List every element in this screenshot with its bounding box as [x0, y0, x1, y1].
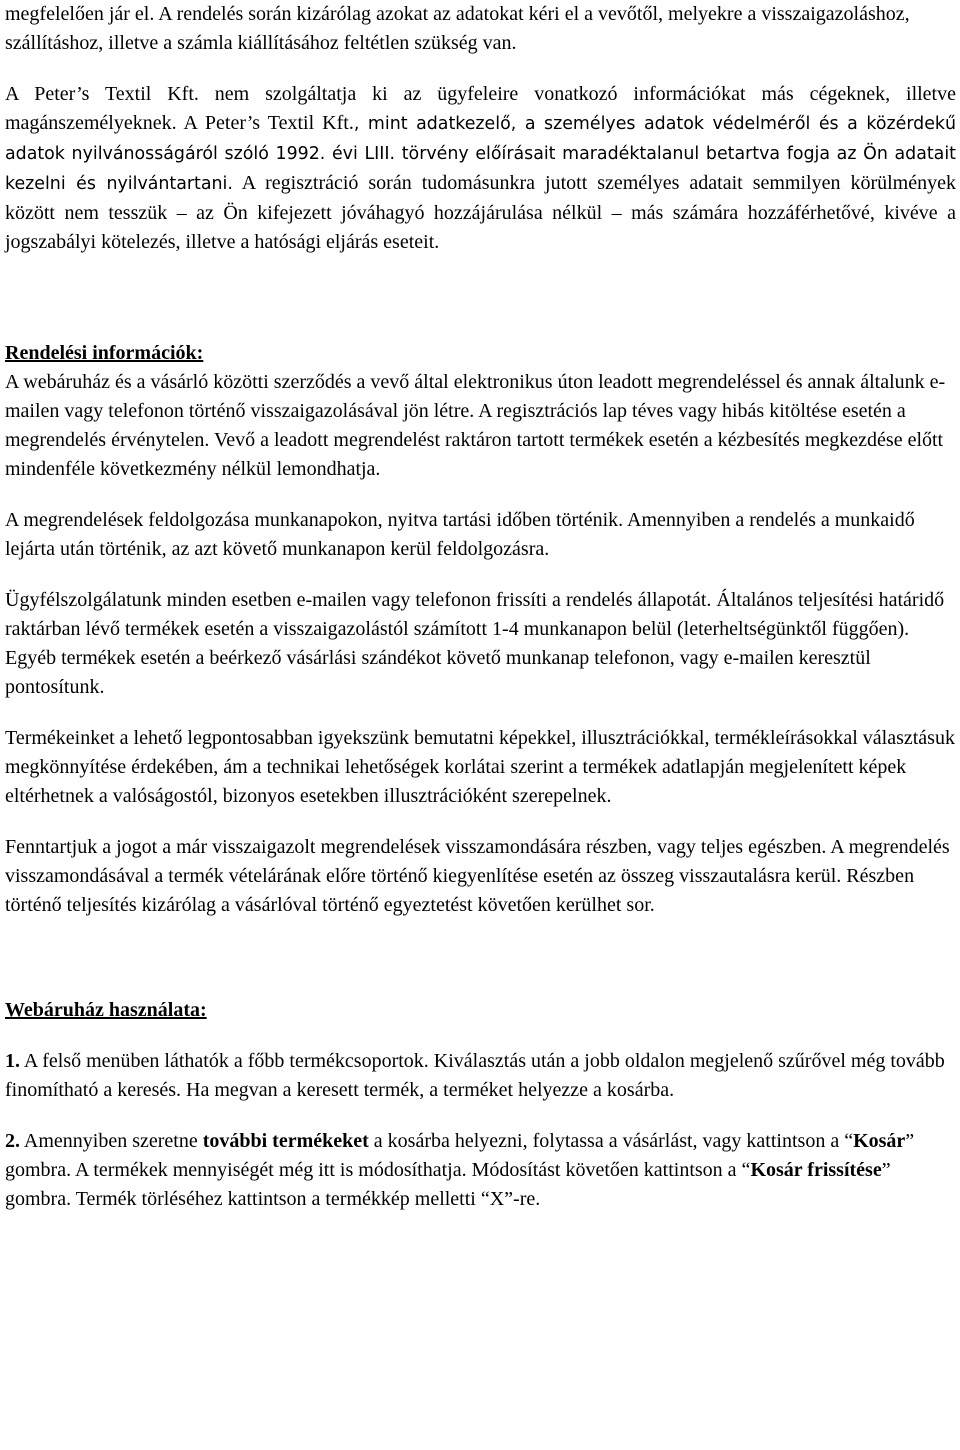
order-info-paragraph-4: Termékeinket a lehető legpontosabban igyekszünk bemutatni képekkel, illusztrációkkal, termékleírásokkal választásuk megkönnyítése érdekében, ám a technikai lehetőségek korlátai szerint a termékek adatlapján megjelenített képek eltérhetnek a valóságostól, bizonyos esetekben illusztrációként szerepelnek. [5, 727, 955, 807]
step-2-text-4: ” gombra. Termék törléséhez kattintson a termékkép melletti “X”-re. [5, 1159, 891, 1210]
step-2-bold-cart: Kosár [853, 1130, 906, 1152]
step-2-text-2: a kosárba helyezni, folytassa a vásárlást, vagy kattintson a “ [368, 1130, 854, 1152]
step-2-text-1: Amennyiben szeretne [20, 1130, 203, 1152]
order-info-paragraph-5: Fenntartjuk a jogot a már visszaigazolt megrendelések visszamondására részben, vagy teljes egészben. A megrendelés visszamondásával a termék vételárának előre történő kiegyenlítése esetén az összeg visszautalásra kerül. Részben történő teljesítés kizárólag a vásárlóval történő egyeztetést követően kerülhet sor. [5, 836, 950, 916]
intro-paragraph [5, 0, 956, 58]
data-protection-text-2: , mint adatkezelő, a személyes adatok védelméről és a közérdekű adatok nyilvánosságáról szóló 1992. évi LIII. törvény előírásait maradéktalanul betartva fogja az Ön adatait kezelni és nyilvántartani. [5, 114, 956, 194]
step-1-number: 1. [5, 1050, 20, 1072]
step-2-paragraph [5, 1127, 956, 1214]
data-protection-text-1: A Peter’s Textil Kft. nem szolgáltatja ki az ügyfeleire vonatkozó információkat más cégeknek, illetve magánszemélyeknek. A Peter’s Textil Kft. [5, 83, 956, 134]
order-info-paragraph-2: A megrendelések feldolgozása munkanapokon, nyitva tartási időben történik. Amennyiben a rendelés a munkaidő lejárta után történik, az azt követő munkanapon kerül feldolgozásra. [5, 509, 915, 560]
document-page [5, 0, 956, 1214]
order-info-paragraph-3: Ügyfélszolgálatunk minden esetben e-mailen vagy telefonon frissíti a rendelés állapotát. Általános teljesítési határidő raktárban lévő termékek esetén a visszaigazolástól számított 1-4 munkanapon belül (leterheltségünktől függően). Egyéb termékek esetén a beérkező vásárlási szándékot követő munkanap telefonon, vagy e-mailen keresztül pontosítunk. [5, 589, 945, 698]
data-protection-text-3: A regisztráció során tudomásunkra jutott személyes adatait semmilyen körülmények között nem tesszük – az Ön kifejezett jóváhagyó hozzájárulása nélkül – más számára hozzáférhetővé, kivéve a jogszabályi kötelezés, illetve a hatósági eljárás eseteit. [5, 172, 956, 253]
order-info-paragraph-1: A webáruház és a vásárló közötti szerződés a vevő által elektronikus úton leadott megrendeléssel és annak általunk e-mailen vagy telefonon történő visszaigazolásával jön létre. A regisztrációs lap téves vagy hibás kitöltése esetén a megrendelés érvénytelen. Vevő a leadott megrendelést raktáron tartott termékek esetén a kézbesítés megkezdése előtt mindenféle következmény nélkül lemondhatja. [5, 371, 946, 480]
step-2-text-3: ” gombra. A termékek mennyiségét még itt is módosíthatja. Módosítást követően kattintson a “ [5, 1130, 915, 1181]
step-2-bold-update-cart: Kosár frissítése [750, 1159, 882, 1181]
order-info-heading: Rendelési információk: [5, 342, 204, 364]
intro-text: megfelelően jár el. A rendelés során kizárólag azokat az adatokat kéri el a vevőtől, melyekre a visszaigazoláshoz, szállításhoz, illetve a számla kiállításához feltétlen szükség van. [5, 3, 910, 54]
webshop-usage-heading: Webáruház használata: [5, 999, 207, 1021]
step-1-text: A felső menüben láthatók a főbb termékcsoportok. Kiválasztás után a jobb oldalon megjelenő szűrővel még tovább finomítható a keresés. Ha megvan a keresett termék, a terméket helyezze a kosárba. [5, 1050, 945, 1101]
step-1-paragraph [5, 1047, 956, 1105]
step-2-number: 2. [5, 1130, 20, 1152]
step-2-bold-more-products: további termékeket [202, 1130, 369, 1152]
data-protection-paragraph [5, 80, 956, 257]
